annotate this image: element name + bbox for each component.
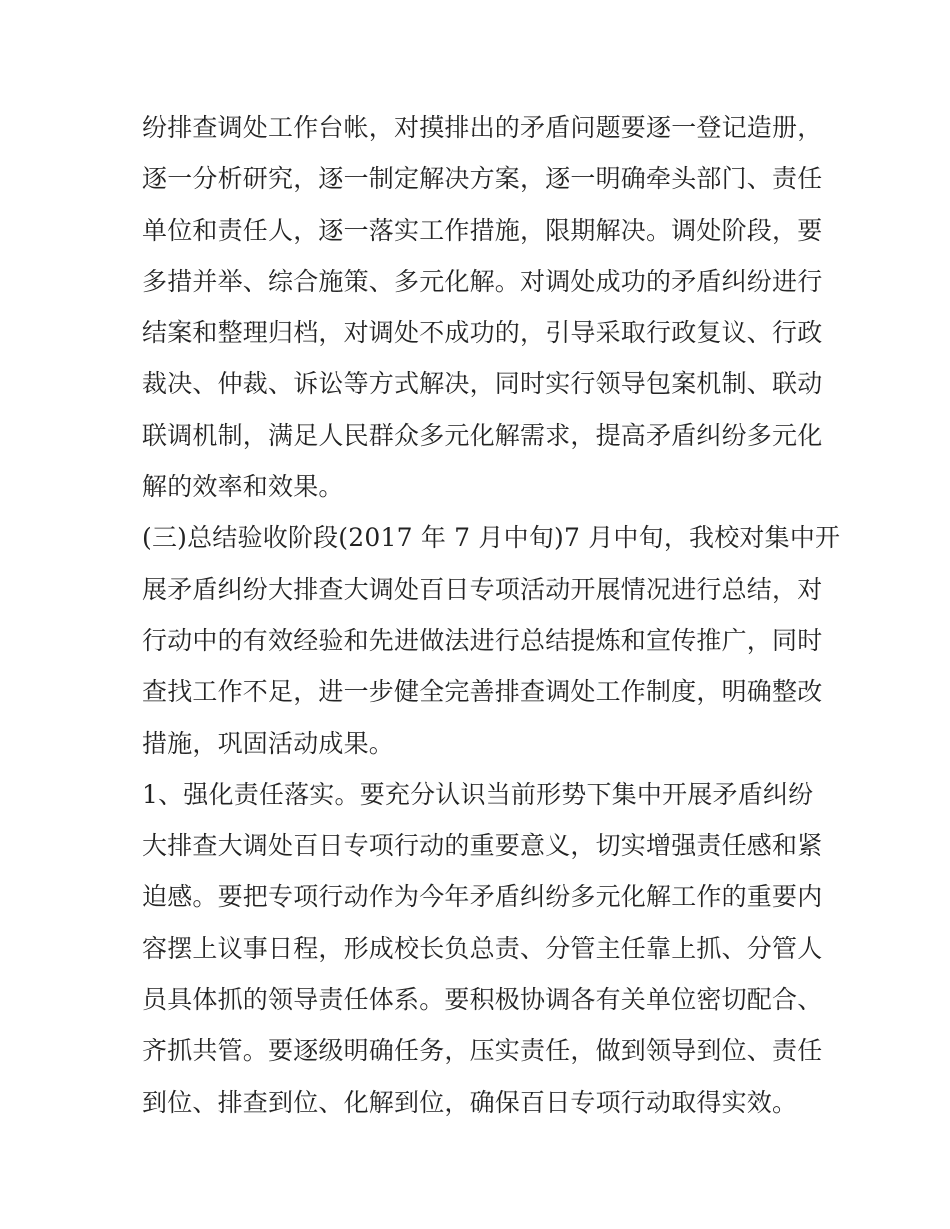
- text-line: 纷排查调处工作台帐，对摸排出的矛盾问题要逐一登记造册，: [142, 113, 823, 142]
- text-line: 措施，巩固活动成果。: [142, 728, 395, 758]
- numbered-item-line: 1、强化责任落实。要充分认识当前形势下集中开展矛盾纠纷: [142, 779, 814, 809]
- text-line: 大排查大调处百日专项行动的重要意义，切实增强责任感和紧: [142, 831, 823, 861]
- text-line: 展矛盾纠纷大排查大调处百日专项活动开展情况进行总结，对: [142, 574, 823, 604]
- text-line: 齐抓共管。要逐级明确任务，压实责任，做到领导到位、责任: [142, 1036, 823, 1066]
- text-line: 解的效率和效果。: [142, 472, 344, 502]
- text-line: 单位和责任人，逐一落实工作措施，限期解决。调处阶段，要: [142, 215, 823, 245]
- body-text: [142, 102, 841, 1128]
- text-line: 员具体抓的领导责任体系。要积极协调各有关单位密切配合、: [142, 985, 823, 1015]
- text-line: 查找工作不足，进一步健全完善排查调处工作制度，明确整改: [142, 677, 823, 707]
- text-line: 逐一分析研究，逐一制定解决方案，逐一明确牵头部门、责任: [142, 164, 823, 194]
- text-line: 容摆上议事日程，形成校长负总责、分管主任靠上抓、分管人: [142, 933, 823, 963]
- text-line: 联调机制，满足人民群众多元化解需求，提高矛盾纠纷多元化: [142, 420, 823, 450]
- text-line: 裁决、仲裁、诉讼等方式解决，同时实行领导包案机制、联动: [142, 369, 823, 399]
- text-line: 行动中的有效经验和先进做法进行总结提炼和宣传推广，同时: [142, 625, 823, 655]
- text-line: 到位、排查到位、化解到位，确保百日专项行动取得实效。: [142, 1087, 798, 1117]
- text-line: 结案和整理归档，对调处不成功的，引导采取行政复议、行政: [142, 318, 823, 348]
- text-line: 多措并举、综合施策、多元化解。对调处成功的矛盾纠纷进行: [142, 266, 823, 296]
- text-line: 迫感。要把专项行动作为今年矛盾纠纷多元化解工作的重要内: [142, 882, 823, 912]
- section-heading-line: (三)总结验收阶段(2017 年 7 月中旬)7 月中旬，我校对集中开: [142, 523, 841, 553]
